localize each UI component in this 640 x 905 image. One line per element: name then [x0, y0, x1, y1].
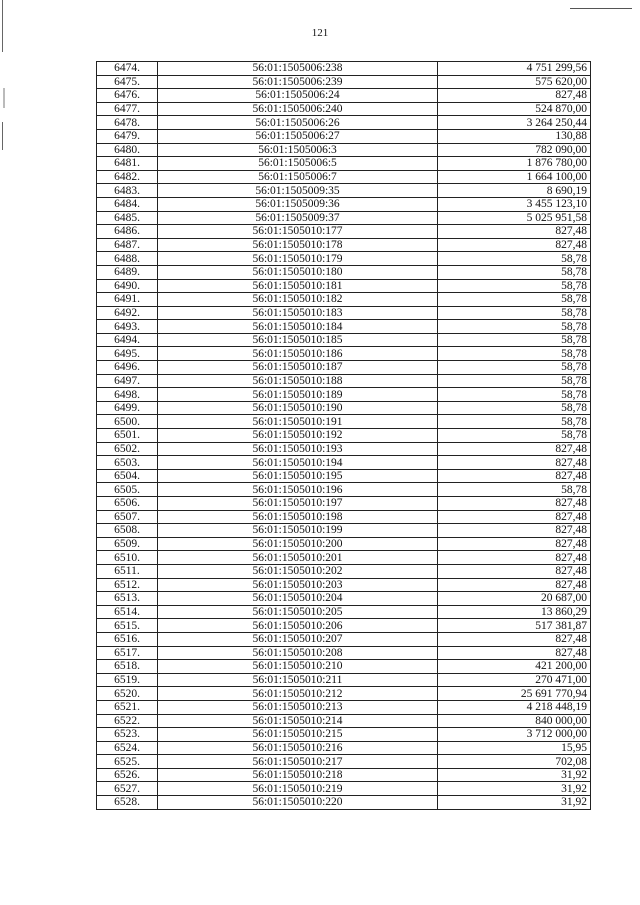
table-row	[97, 184, 591, 198]
table-row	[97, 456, 591, 470]
cadastral-number: 56:01:1505010:211	[158, 673, 438, 687]
row-number: 6498.	[97, 388, 158, 402]
table-row	[97, 116, 591, 130]
row-number: 6486.	[97, 225, 158, 239]
cadastral-number: 56:01:1505010:220	[158, 796, 438, 810]
cadastral-value: 25 691 770,94	[438, 687, 591, 701]
table-row	[97, 102, 591, 116]
row-number: 6506.	[97, 497, 158, 511]
cadastral-value: 58,78	[438, 279, 591, 293]
cadastral-number: 56:01:1505010:213	[158, 700, 438, 714]
cadastral-number: 56:01:1505010:199	[158, 524, 438, 538]
scan-margin-mark	[2, 122, 3, 150]
cadastral-value: 58,78	[438, 265, 591, 279]
row-number: 6501.	[97, 429, 158, 443]
row-number: 6502.	[97, 442, 158, 456]
cadastral-value: 827,48	[438, 578, 591, 592]
table-row	[97, 673, 591, 687]
scan-edge-mark	[3, 88, 5, 108]
table-row	[97, 75, 591, 89]
cadastral-number: 56:01:1505010:202	[158, 564, 438, 578]
cadastral-number: 56:01:1505010:216	[158, 741, 438, 755]
table-row	[97, 605, 591, 619]
table-row	[97, 197, 591, 211]
table-row	[97, 415, 591, 429]
cadastral-value: 827,48	[438, 469, 591, 483]
table-row	[97, 388, 591, 402]
cadastral-number: 56:01:1505010:219	[158, 782, 438, 796]
cadastral-value: 827,48	[438, 89, 591, 103]
table-row	[97, 157, 591, 171]
cadastral-number: 56:01:1505010:217	[158, 755, 438, 769]
row-number: 6488.	[97, 252, 158, 266]
row-number: 6512.	[97, 578, 158, 592]
row-number: 6514.	[97, 605, 158, 619]
table-row	[97, 143, 591, 157]
cadastral-number: 56:01:1505010:200	[158, 537, 438, 551]
cadastral-number: 56:01:1505010:196	[158, 483, 438, 497]
row-number: 6480.	[97, 143, 158, 157]
table-row	[97, 592, 591, 606]
cadastral-number: 56:01:1505010:184	[158, 320, 438, 334]
cadastral-value: 13 860,29	[438, 605, 591, 619]
table-row	[97, 524, 591, 538]
table-row	[97, 497, 591, 511]
table-row	[97, 170, 591, 184]
table-row	[97, 293, 591, 307]
row-number: 6517.	[97, 646, 158, 660]
table-row	[97, 401, 591, 415]
row-number: 6496.	[97, 361, 158, 375]
cadastral-value: 8 690,19	[438, 184, 591, 198]
table-row	[97, 211, 591, 225]
row-number: 6525.	[97, 755, 158, 769]
cadastral-number: 56:01:1505010:177	[158, 225, 438, 239]
table-row	[97, 374, 591, 388]
cadastral-number: 56:01:1505010:186	[158, 347, 438, 361]
cadastral-number: 56:01:1505010:210	[158, 660, 438, 674]
row-number: 6491.	[97, 293, 158, 307]
cadastral-number: 56:01:1505010:205	[158, 605, 438, 619]
cadastral-number: 56:01:1505006:3	[158, 143, 438, 157]
row-number: 6508.	[97, 524, 158, 538]
cadastral-value: 58,78	[438, 415, 591, 429]
cadastral-number: 56:01:1505006:240	[158, 102, 438, 116]
cadastral-value: 58,78	[438, 429, 591, 443]
row-number: 6497.	[97, 374, 158, 388]
table-row	[97, 551, 591, 565]
row-number: 6479.	[97, 129, 158, 143]
row-number: 6505.	[97, 483, 158, 497]
page-number: 121	[311, 27, 329, 39]
cadastral-value: 58,78	[438, 293, 591, 307]
table-row	[97, 510, 591, 524]
table-row	[97, 564, 591, 578]
cadastral-number: 56:01:1505006:238	[158, 62, 438, 76]
cadastral-value: 31,92	[438, 768, 591, 782]
table-row	[97, 252, 591, 266]
cadastral-number: 56:01:1505010:204	[158, 592, 438, 606]
cadastral-value: 827,48	[438, 225, 591, 239]
row-number: 6518.	[97, 660, 158, 674]
table-row	[97, 320, 591, 334]
row-number: 6475.	[97, 75, 158, 89]
cadastral-value: 20 687,00	[438, 592, 591, 606]
cadastral-value: 58,78	[438, 374, 591, 388]
table-row	[97, 333, 591, 347]
cadastral-number: 56:01:1505010:212	[158, 687, 438, 701]
cadastral-value: 827,48	[438, 524, 591, 538]
row-number: 6500.	[97, 415, 158, 429]
cadastral-number: 56:01:1505010:185	[158, 333, 438, 347]
cadastral-number: 56:01:1505006:24	[158, 89, 438, 103]
row-number: 6489.	[97, 265, 158, 279]
table-row	[97, 537, 591, 551]
cadastral-value: 4 218 448,19	[438, 700, 591, 714]
cadastral-value: 1 664 100,00	[438, 170, 591, 184]
cadastral-value: 3 712 000,00	[438, 728, 591, 742]
cadastral-number: 56:01:1505010:182	[158, 293, 438, 307]
cadastral-number: 56:01:1505010:207	[158, 632, 438, 646]
cadastral-value: 5 025 951,58	[438, 211, 591, 225]
table-row	[97, 728, 591, 742]
row-number: 6504.	[97, 469, 158, 483]
scan-top-rule	[570, 8, 632, 9]
cadastral-number: 56:01:1505010:191	[158, 415, 438, 429]
cadastral-value: 130,88	[438, 129, 591, 143]
table-row	[97, 129, 591, 143]
table-row	[97, 578, 591, 592]
row-number: 6515.	[97, 619, 158, 633]
cadastral-number: 56:01:1505010:188	[158, 374, 438, 388]
table-row	[97, 89, 591, 103]
cadastral-value: 15,95	[438, 741, 591, 755]
table-row	[97, 741, 591, 755]
cadastral-number: 56:01:1505010:180	[158, 265, 438, 279]
table-row	[97, 755, 591, 769]
row-number: 6490.	[97, 279, 158, 293]
table-row	[97, 469, 591, 483]
table-row	[97, 429, 591, 443]
cadastral-number: 56:01:1505010:218	[158, 768, 438, 782]
cadastral-value: 827,48	[438, 564, 591, 578]
row-number: 6510.	[97, 551, 158, 565]
cadastral-value: 827,48	[438, 646, 591, 660]
table-row	[97, 347, 591, 361]
table-row	[97, 646, 591, 660]
cadastral-value: 4 751 299,56	[438, 62, 591, 76]
table-row	[97, 483, 591, 497]
row-number: 6487.	[97, 238, 158, 252]
cadastral-number: 56:01:1505010:193	[158, 442, 438, 456]
cadastral-value: 31,92	[438, 796, 591, 810]
row-number: 6492.	[97, 306, 158, 320]
cadastral-number: 56:01:1505006:27	[158, 129, 438, 143]
row-number: 6476.	[97, 89, 158, 103]
table-row	[97, 279, 591, 293]
table-row	[97, 768, 591, 782]
row-number: 6494.	[97, 333, 158, 347]
row-number: 6478.	[97, 116, 158, 130]
cadastral-number: 56:01:1505010:190	[158, 401, 438, 415]
cadastral-number: 56:01:1505010:195	[158, 469, 438, 483]
cadastral-value: 827,48	[438, 537, 591, 551]
cadastral-value: 840 000,00	[438, 714, 591, 728]
cadastral-value: 702,08	[438, 755, 591, 769]
cadastral-number: 56:01:1505010:192	[158, 429, 438, 443]
cadastral-number: 56:01:1505006:239	[158, 75, 438, 89]
row-number: 6493.	[97, 320, 158, 334]
table-row	[97, 442, 591, 456]
row-number: 6527.	[97, 782, 158, 796]
row-number: 6524.	[97, 741, 158, 755]
table-row	[97, 782, 591, 796]
table-row	[97, 619, 591, 633]
cadastral-number: 56:01:1505010:194	[158, 456, 438, 470]
row-number: 6513.	[97, 592, 158, 606]
row-number: 6484.	[97, 197, 158, 211]
table-row	[97, 700, 591, 714]
cadastral-value: 827,48	[438, 456, 591, 470]
row-number: 6522.	[97, 714, 158, 728]
table-row	[97, 306, 591, 320]
cadastral-value: 827,48	[438, 238, 591, 252]
row-number: 6516.	[97, 632, 158, 646]
cadastral-number: 56:01:1505006:7	[158, 170, 438, 184]
table-row	[97, 796, 591, 810]
table-row	[97, 225, 591, 239]
row-number: 6526.	[97, 768, 158, 782]
row-number: 6481.	[97, 157, 158, 171]
cadastral-value: 270 471,00	[438, 673, 591, 687]
cadastral-value: 575 620,00	[438, 75, 591, 89]
table-row	[97, 62, 591, 76]
row-number: 6523.	[97, 728, 158, 742]
table-row	[97, 687, 591, 701]
row-number: 6521.	[97, 700, 158, 714]
cadastral-number: 56:01:1505009:36	[158, 197, 438, 211]
cadastral-value: 827,48	[438, 497, 591, 511]
cadastral-value: 3 264 250,44	[438, 116, 591, 130]
cadastral-value: 827,48	[438, 510, 591, 524]
cadastral-number: 56:01:1505010:206	[158, 619, 438, 633]
cadastral-value: 517 381,87	[438, 619, 591, 633]
cadastral-value: 827,48	[438, 551, 591, 565]
row-number: 6509.	[97, 537, 158, 551]
cadastral-value: 58,78	[438, 347, 591, 361]
cadastral-value: 827,48	[438, 632, 591, 646]
cadastral-value: 31,92	[438, 782, 591, 796]
row-number: 6519.	[97, 673, 158, 687]
cadastral-number: 56:01:1505006:26	[158, 116, 438, 130]
row-number: 6495.	[97, 347, 158, 361]
cadastral-value: 782 090,00	[438, 143, 591, 157]
row-number: 6485.	[97, 211, 158, 225]
cadastral-value: 58,78	[438, 401, 591, 415]
row-number: 6503.	[97, 456, 158, 470]
cadastral-value: 827,48	[438, 442, 591, 456]
cadastral-number: 56:01:1505009:37	[158, 211, 438, 225]
row-number: 6483.	[97, 184, 158, 198]
cadastral-number: 56:01:1505010:179	[158, 252, 438, 266]
cadastral-number: 56:01:1505010:198	[158, 510, 438, 524]
table-row	[97, 265, 591, 279]
row-number: 6507.	[97, 510, 158, 524]
cadastral-value: 1 876 780,00	[438, 157, 591, 171]
table-row	[97, 714, 591, 728]
cadastral-table	[96, 61, 591, 810]
cadastral-number: 56:01:1505010:214	[158, 714, 438, 728]
cadastral-value: 524 870,00	[438, 102, 591, 116]
cadastral-number: 56:01:1505009:35	[158, 184, 438, 198]
row-number: 6520.	[97, 687, 158, 701]
scan-margin-mark	[2, 0, 3, 52]
row-number: 6477.	[97, 102, 158, 116]
cadastral-value: 421 200,00	[438, 660, 591, 674]
cadastral-number: 56:01:1505010:189	[158, 388, 438, 402]
cadastral-number: 56:01:1505010:178	[158, 238, 438, 252]
row-number: 6474.	[97, 62, 158, 76]
table-row	[97, 632, 591, 646]
cadastral-number: 56:01:1505010:197	[158, 497, 438, 511]
cadastral-value: 58,78	[438, 388, 591, 402]
cadastral-value: 3 455 123,10	[438, 197, 591, 211]
cadastral-number: 56:01:1505010:208	[158, 646, 438, 660]
cadastral-number: 56:01:1505010:183	[158, 306, 438, 320]
table-row	[97, 361, 591, 375]
cadastral-value: 58,78	[438, 361, 591, 375]
cadastral-value: 58,78	[438, 306, 591, 320]
cadastral-number: 56:01:1505006:5	[158, 157, 438, 171]
cadastral-value: 58,78	[438, 333, 591, 347]
row-number: 6482.	[97, 170, 158, 184]
cadastral-number: 56:01:1505010:201	[158, 551, 438, 565]
row-number: 6528.	[97, 796, 158, 810]
cadastral-number: 56:01:1505010:215	[158, 728, 438, 742]
row-number: 6511.	[97, 564, 158, 578]
cadastral-value: 58,78	[438, 320, 591, 334]
cadastral-table-body	[97, 62, 591, 810]
table-row	[97, 238, 591, 252]
cadastral-value: 58,78	[438, 483, 591, 497]
row-number: 6499.	[97, 401, 158, 415]
cadastral-number: 56:01:1505010:181	[158, 279, 438, 293]
table-row	[97, 660, 591, 674]
cadastral-number: 56:01:1505010:187	[158, 361, 438, 375]
cadastral-number: 56:01:1505010:203	[158, 578, 438, 592]
cadastral-value: 58,78	[438, 252, 591, 266]
